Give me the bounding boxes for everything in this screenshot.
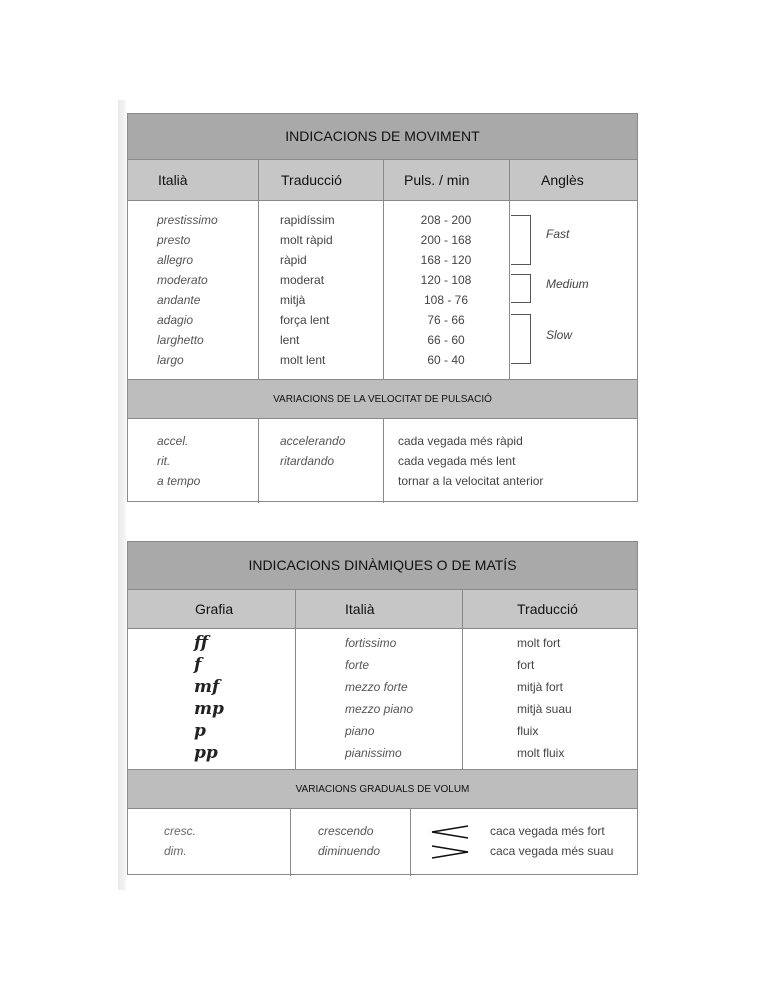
english-fast-label: Fast: [546, 227, 570, 241]
volume-variations-subtitle: VARIACIONS GRADUALS DE VOLUM: [128, 769, 637, 809]
dynamics-symbol-column: [194, 632, 224, 764]
list-item: forte: [345, 658, 370, 672]
col-divider: [290, 809, 291, 876]
list-item: molt fort: [517, 636, 561, 650]
list-item: pianissimo: [345, 746, 402, 760]
medium-bracket: [511, 274, 531, 303]
list-item: ràpid: [280, 253, 307, 267]
list-item: accelerando: [280, 434, 346, 448]
col-divider: [295, 589, 296, 769]
tempo-table-title: INDICACIONS DE MOVIMENT: [128, 114, 637, 159]
slow-bracket: [511, 314, 531, 364]
list-item: fort: [517, 658, 535, 672]
list-item: crescendo: [318, 824, 374, 838]
dynamics-table: [127, 541, 638, 875]
list-item: 168 - 120: [420, 253, 472, 267]
list-item: rapidíssim: [280, 213, 335, 227]
english-medium-label: Medium: [546, 277, 589, 291]
list-item: fortissimo: [345, 636, 397, 650]
list-item: 60 - 40: [427, 353, 465, 367]
list-item: mezzo piano: [345, 702, 414, 716]
tempo-italian-column: [157, 210, 218, 370]
dynamic-symbol: mp: [194, 699, 224, 719]
list-item: larghetto: [157, 333, 204, 347]
list-item: cada vegada més ràpid: [398, 434, 523, 448]
tempo-variations-subtitle: VARIACIONS DE LA VELOCITAT DE PULSACIÓ: [128, 379, 637, 419]
list-item: caca vegada més fort: [490, 824, 605, 838]
list-item: largo: [157, 353, 184, 367]
variation-meaning-column: [398, 431, 543, 491]
list-item: moderat: [280, 273, 325, 287]
page-edge-shadow: [118, 100, 126, 890]
tempo-markings-table: [127, 113, 638, 502]
list-item: piano: [345, 724, 375, 738]
list-item: fluix: [517, 724, 539, 738]
dynamic-symbol: mf: [194, 677, 220, 697]
list-item: molt fluix: [517, 746, 565, 760]
list-item: prestissimo: [157, 213, 218, 227]
english-slow-label: Slow: [546, 328, 573, 342]
col-divider: [258, 159, 259, 379]
fast-bracket: [511, 215, 531, 265]
list-item: a tempo: [157, 474, 201, 488]
list-item: caca vegada més suau: [490, 844, 614, 858]
crescendo-hairpin-icon: [432, 826, 468, 838]
list-item: 76 - 66: [427, 313, 465, 327]
list-item: diminuendo: [318, 844, 381, 858]
header-translation: Traducció: [517, 601, 578, 617]
list-item: allegro: [157, 253, 194, 267]
list-item: molt ràpid: [280, 233, 333, 247]
volume-abbr-column: [164, 821, 196, 861]
col-divider: [410, 809, 411, 876]
col-divider: [258, 419, 259, 503]
list-item: moderato: [157, 273, 208, 287]
list-item: presto: [157, 233, 191, 247]
hairpin-symbols: [430, 824, 470, 864]
diminuendo-hairpin-icon: [432, 846, 468, 858]
list-item: accel.: [157, 434, 189, 448]
list-item: 108 - 76: [423, 293, 469, 307]
tempo-translation-column: [280, 210, 335, 370]
variation-abbr-column: [157, 431, 200, 491]
list-item: dim.: [164, 844, 187, 858]
list-item: mezzo forte: [345, 680, 408, 694]
header-notation: Grafia: [195, 601, 234, 617]
col-divider: [383, 159, 384, 379]
volume-term-column: [318, 821, 380, 861]
dynamic-symbol: p: [194, 721, 206, 741]
dynamic-symbol: f: [194, 655, 202, 675]
list-item: mitjà: [280, 293, 306, 307]
list-item: cada vegada més lent: [398, 454, 516, 468]
dynamics-italian-column: [345, 632, 413, 764]
list-item: molt lent: [280, 353, 326, 367]
list-item: força lent: [280, 313, 330, 327]
list-item: ritardando: [280, 454, 335, 468]
dynamic-symbol: ff: [194, 633, 209, 653]
list-item: 66 - 60: [427, 333, 465, 347]
list-item: adagio: [157, 313, 194, 327]
volume-meaning-column: [490, 821, 613, 861]
list-item: lent: [280, 333, 300, 347]
col-divider: [462, 589, 463, 769]
header-translation: Traducció: [281, 172, 342, 188]
dynamics-table-title: INDICACIONS DINÀMIQUES O DE MATÍS: [128, 542, 637, 589]
list-item: cresc.: [164, 824, 197, 838]
list-item: 120 - 108: [420, 273, 472, 287]
tempo-bpm-column: [396, 210, 496, 370]
header-english: Anglès: [541, 172, 584, 188]
dynamic-symbol: pp: [194, 743, 218, 763]
list-item: 208 - 200: [420, 213, 472, 227]
list-item: andante: [157, 293, 201, 307]
list-item: mitjà suau: [517, 702, 572, 716]
col-divider: [509, 159, 510, 379]
dynamics-translation-column: [517, 632, 572, 764]
list-item: rit.: [157, 454, 171, 468]
dynamics-table-header-row: [128, 589, 637, 629]
header-italian: Italià: [345, 601, 375, 617]
col-divider: [383, 419, 384, 503]
variation-term-column: [280, 431, 345, 471]
header-bpm: Puls. / min: [404, 172, 470, 188]
list-item: tornar a la velocitat anterior: [398, 474, 544, 488]
list-item: 200 - 168: [420, 233, 472, 247]
header-italian: Italià: [158, 172, 188, 188]
list-item: mitjà fort: [517, 680, 564, 694]
